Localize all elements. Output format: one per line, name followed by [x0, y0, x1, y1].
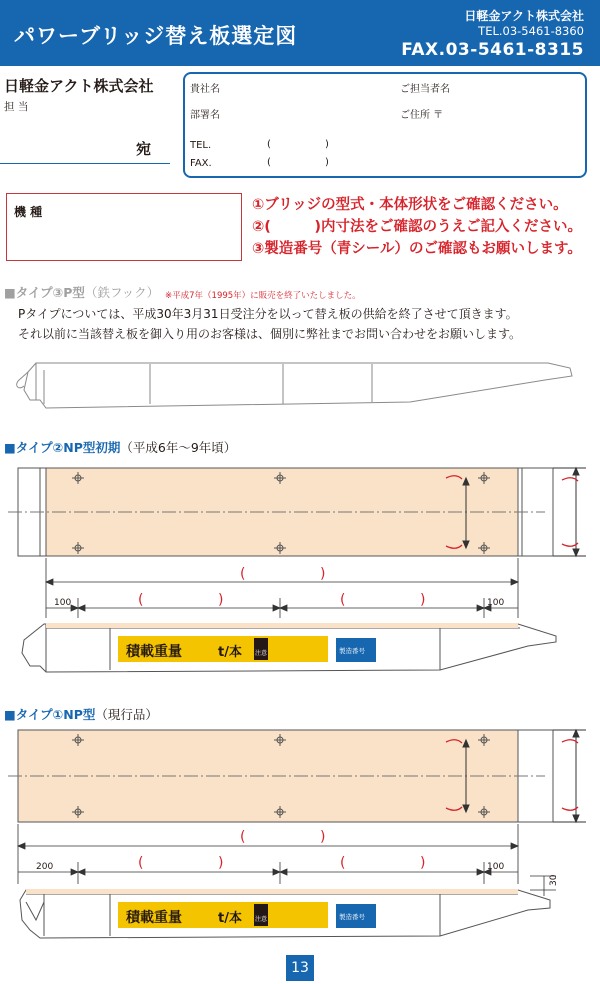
load-unit-text: t/本	[218, 645, 242, 660]
note-3: ③製造番号（青シール）のご確認もお願いします。	[252, 241, 582, 257]
load-label-text: 積載重量	[126, 644, 182, 660]
paren-close: )	[320, 566, 326, 582]
type-p-heading-sub: （鉄フック）	[84, 285, 160, 300]
type-np-current-drawing	[0, 724, 600, 948]
load-label-text: 積載重量	[126, 910, 182, 926]
paren-open: (	[138, 592, 144, 608]
paren-close: )	[218, 855, 224, 871]
paren-close: )	[320, 829, 326, 845]
addressee-company: 日軽金アクト株式会社	[4, 77, 154, 95]
addressee-person: 担 当	[4, 101, 29, 113]
addressee-underline	[0, 163, 170, 164]
type-p-outline	[24, 363, 572, 408]
note-1: ①ブリッジの型式・本体形状をご確認ください。	[252, 197, 568, 213]
serial-label: 製造番号	[339, 647, 365, 655]
serial-label: 製造番号	[339, 913, 365, 921]
contact-name-label: ご担当者名	[400, 84, 450, 95]
paren-open: (	[240, 829, 246, 845]
dim-left-text: 100	[54, 598, 72, 608]
dim-height-text: 30	[549, 874, 559, 886]
dim-right-text: 100	[487, 862, 505, 872]
header-company: 日軽金アクト株式会社	[464, 9, 584, 23]
fax-paren-close: )	[325, 157, 329, 168]
address-label: ご住所 〒	[400, 110, 444, 121]
dim-right-text: 100	[487, 598, 505, 608]
type-np-early-drawing	[0, 458, 600, 678]
type-p-heading-main: ■タイプ③P型	[4, 285, 85, 300]
model-label: 機 種	[14, 205, 43, 219]
fax-label: FAX.	[190, 158, 212, 169]
tel-label: TEL.	[190, 140, 212, 151]
department-label: 部署名	[190, 110, 220, 121]
addressee-suffix: 宛	[136, 140, 152, 158]
paren-close: )	[420, 855, 426, 871]
type-np-early-heading	[4, 438, 236, 456]
tel-paren-close: )	[325, 139, 329, 150]
type-p-side-view	[0, 350, 600, 422]
warning-text: 注意	[255, 916, 268, 923]
paren-open: (	[240, 566, 246, 582]
type-p-body-1: Pタイプについては、平成30年3月31日受注分を以って替え板の供給を終了させて頂きます。	[18, 307, 518, 321]
load-unit-text: t/本	[218, 911, 242, 926]
type-p-heading	[4, 283, 159, 301]
header-tel: TEL.03-5461-8360	[478, 24, 584, 38]
page-title: パワーブリッジ替え板選定図	[14, 24, 298, 48]
dim-left-text: 200	[36, 862, 54, 872]
company-name-label: 貴社名	[190, 84, 220, 95]
note-2: ②( )内寸法をご確認のうえご記入ください。	[252, 219, 583, 235]
paren-open: (	[138, 855, 144, 871]
type-p-body-2: それ以前に当該替え板を御入り用のお客様は、個別に弊社までお問い合わせをお願いします。	[18, 327, 522, 341]
tel-paren-open: (	[267, 139, 271, 150]
paren-close: )	[420, 592, 426, 608]
type-p-discontinued-note: ※平成7年（1995年）に販売を終了いたしました。	[165, 291, 361, 301]
type-np-current-heading	[4, 705, 158, 723]
paren-open: (	[340, 592, 346, 608]
fax-paren-open: (	[267, 157, 271, 168]
page-number: 13	[286, 955, 314, 981]
header-fax: FAX.03-5461-8315	[401, 40, 584, 60]
customer-form	[183, 72, 587, 178]
type-np-current-heading-main: ■タイプ①NP型	[4, 707, 96, 722]
paren-open: (	[340, 855, 346, 871]
type-np-early-heading-main: ■タイプ②NP型初期	[4, 440, 121, 455]
type-np-early-heading-sub: （平成6年〜9年頃）	[120, 440, 237, 455]
paren-close: )	[218, 592, 224, 608]
warning-text: 注意	[255, 650, 268, 657]
type-np-current-heading-sub: （現行品）	[95, 707, 158, 722]
